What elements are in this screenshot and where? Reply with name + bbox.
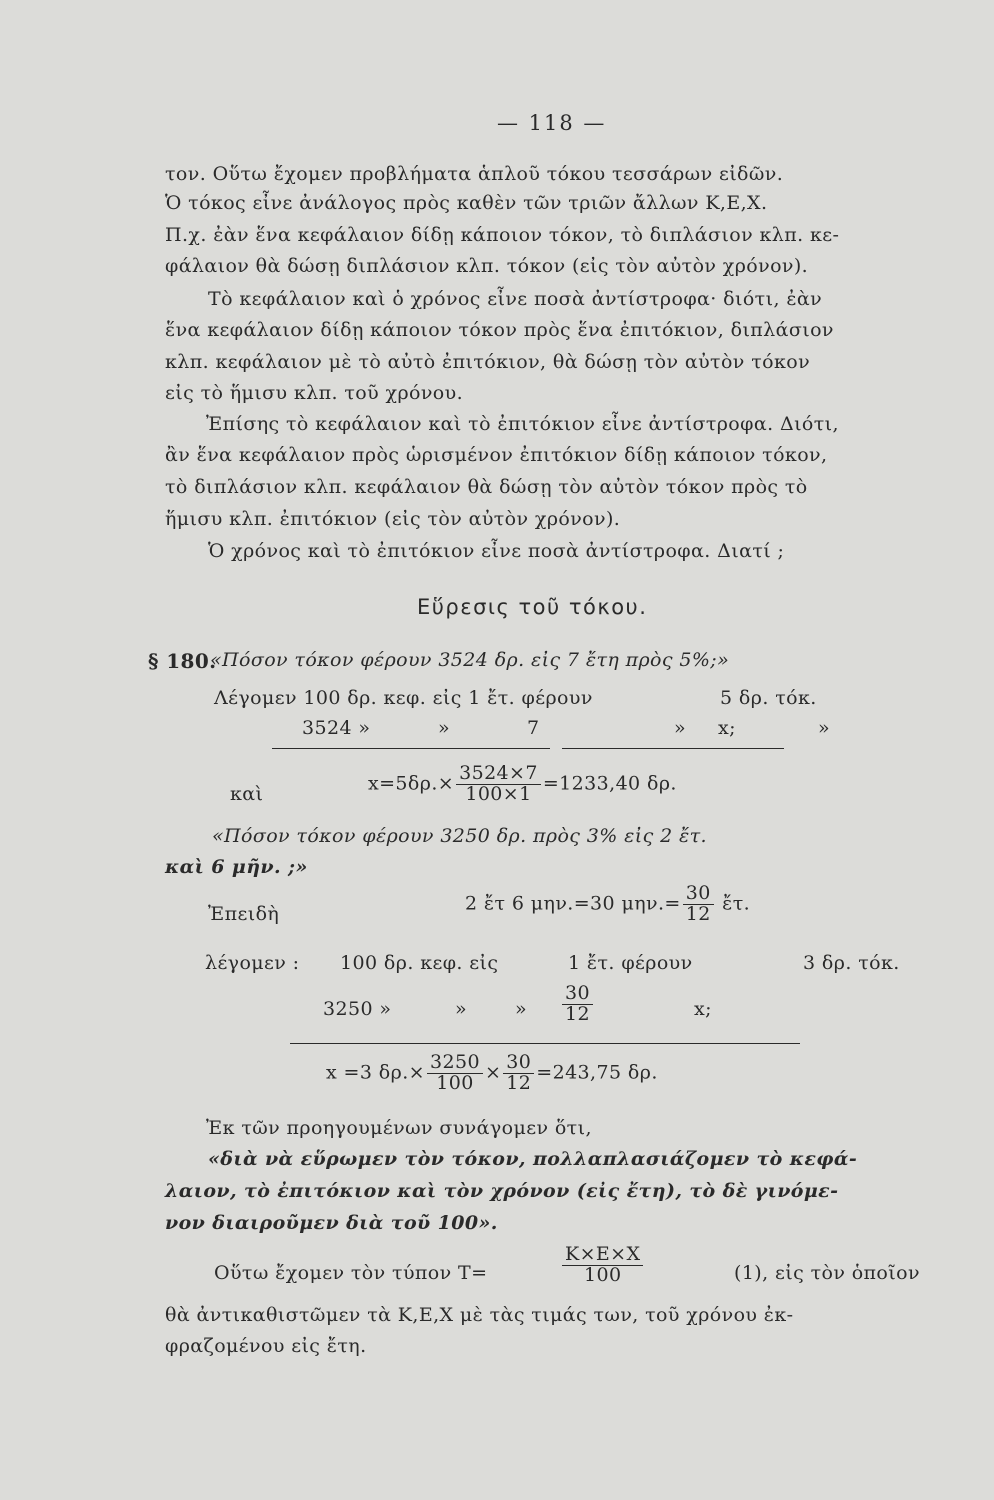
text-line: Ὁ τόκος εἶνε ἀνάλογος πρὸς καθὲν τῶν τριῶν ἄλλων Κ,Ε,Χ. [165,192,768,214]
problem-question: «Πόσον τόκον φέρουν 3250 δρ. πρὸς 3% εἰς 2 ἔτ. [212,825,707,847]
proportion-cell: » [455,998,468,1020]
text-line: ἂν ἕνα κεφάλαιον πρὸς ὡρισμένον ἐπιτόκιον δίδῃ κάποιον τόκον, [165,444,828,466]
section-heading: Εὕρεσις τοῦ τόκου. [417,595,648,619]
fraction: $\frac{3250}{100}$ [427,1053,483,1094]
text-line: ἕνα κεφάλαιον δίδῃ κάποιον τόκον πρὸς ἕνα ἐπιτόκιον, διπλάσιον [165,319,834,341]
proportion-row-label: λέγομεν : [205,952,300,974]
proportion-cell: » [438,717,451,739]
fraction: $\frac{30}{12}$ [503,1053,534,1094]
text-line: εἰς τὸ ἥμισυ κλπ. τοῦ χρόνου. [165,382,464,404]
proportion-cell: x; [694,998,712,1020]
proportion-row: Λέγομεν 100 δρ. κεφ. εἰς 1 ἔτ. φέρουν [214,687,593,709]
since-label: Ἐπειδὴ [208,903,280,925]
separator-line [272,748,550,749]
text-line: Τὸ κεφάλαιον καὶ ὁ χρόνος εἶνε ποσὰ ἀντίστροφα· διότι, ἐὰν [208,288,823,310]
rule-text-line: νον διαιροῦμεν διὰ τοῦ 100». [165,1212,498,1234]
proportion-row-value: 5 δρ. τόκ. [720,687,817,709]
solution-formula: x =3 δρ.× $\frac{3250}{100}$ × $\frac{30}{12}$ =243,75 δρ. [326,1051,658,1094]
text-line: Π.χ. ἐὰν ἕνα κεφάλαιον δίδῃ κάποιον τόκον, τὸ διπλάσιον κλπ. κε- [165,224,840,246]
text-line: Ἐκ τῶν προηγουμένων συνάγομεν ὅτι, [206,1117,592,1139]
proportion-cell: 7 [527,717,540,739]
formula-tail: (1), εἰς τὸν ὁποῖον [734,1262,920,1284]
text-line: τον. Οὕτω ἔχομεν προβλήματα ἁπλοῦ τόκου τεσσάρων εἰδῶν. [165,163,784,185]
formula-lead: Οὕτω ἔχομεν τὸν τύπον Τ= [214,1262,488,1284]
since-expression: 2 ἔτ 6 μην.=30 μην.= $\frac{30}{12}$ ἔτ. [465,882,751,925]
section-number: § 180. [148,649,217,673]
fraction: $\frac{30}{12}$ [683,884,714,925]
proportion-cell: x; [718,717,736,739]
separator-line [562,748,784,749]
text-line: Ἐπίσης τὸ κεφάλαιον καὶ τὸ ἐπιτόκιον εἶνε ἀντίστροφα. Διότι, [206,413,839,435]
proportion-cell: » [674,717,687,739]
proportion-cell: » [515,998,528,1020]
text-line: φάλαιον θὰ δώσῃ διπλάσιον κλπ. τόκον (εἰς τὸν αὐτὸν χρόνον). [165,255,809,277]
fraction: $\frac{3524\times 7}{100\times 1}$ [456,764,541,805]
problem-question: «Πόσον τόκον φέρουν 3524 δρ. εἰς 7 ἔτη πρὸς 5%;» [210,649,730,671]
text-line: ἥμισυ κλπ. ἐπιτόκιον (εἰς τὸν αὐτὸν χρόνον). [165,508,621,530]
proportion-row: 3524 » [302,717,371,739]
proportion-row: 3250 » [323,998,392,1020]
solution-formula: x=5δρ.× $\frac{3524\times 7}{100\times 1}$ =1233,40 δρ. [368,762,677,805]
separator-line [290,1043,800,1044]
rule-text-line: λαιον, τὸ ἐπιτόκιον καὶ τὸν χρόνον (εἰς ἔτη), τὸ δὲ γινόμε- [165,1180,839,1202]
rule-text-line: «διὰ νὰ εὕρωμεν τὸν τόκον, πολλαπλασιάζομεν τὸ κεφά- [208,1148,858,1170]
text-line: θὰ ἀντικαθιστῶμεν τὰ Κ,Ε,Χ μὲ τὰς τιμάς των, τοῦ χρόνου ἐκ- [165,1304,794,1326]
proportion-row-value: 3 δρ. τόκ. [803,952,900,974]
text-line: κλπ. κεφάλαιον μὲ τὸ αὐτὸ ἐπιτόκιον, θὰ δώσῃ τὸν αὐτὸν τόκον [165,351,811,373]
proportion-row: 1 ἔτ. φέρουν [568,952,693,974]
text-line: Ὁ χρόνος καὶ τὸ ἐπιτόκιον εἶνε ποσὰ ἀντίστροφα. Διατί ; [208,540,785,562]
text-line: τὸ διπλάσιον κλπ. κεφάλαιον θὰ δώσῃ τὸν αὐτὸν τόκον πρὸς τὸ [165,476,808,498]
proportion-row: 100 δρ. κεφ. εἰς [340,952,499,974]
formula-fraction: $\frac{K\times E\times X}{100}$ [560,1245,645,1286]
problem-question: καὶ 6 μῆν. ;» [165,856,308,878]
proportion-cell: » [818,717,831,739]
fraction: $\frac{30}{12}$ [560,984,595,1025]
page-number: — 118 — [497,111,607,135]
solution-label: καὶ [230,783,264,805]
text-line: φραζομένου εἰς ἔτη. [165,1335,367,1357]
